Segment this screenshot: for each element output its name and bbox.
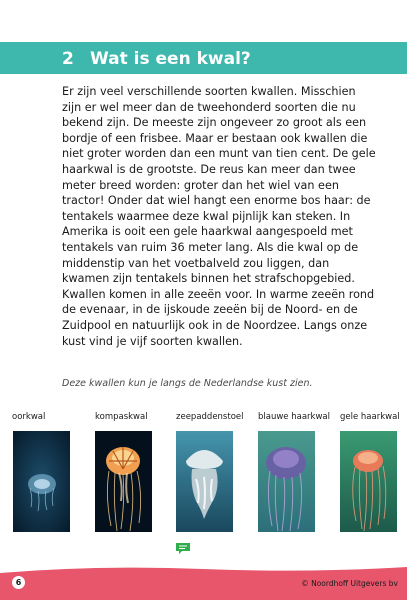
- copyright: © Noordhoff Uitgevers bv: [301, 579, 398, 588]
- chapter-number: 2: [62, 49, 74, 69]
- chat-icon[interactable]: [175, 540, 191, 553]
- body-text: [62, 84, 378, 349]
- label-blauwe-haarkwal: blauwe haarkwal: [258, 412, 330, 422]
- photo-kompaskwal: [95, 431, 152, 532]
- paragraph-1: Er zijn veel verschillende soorten kwallen. Misschien zijn er wel meer dan de tweehonderd soorten die nu bekend zijn. De meeste zijn ongeveer zo groot als een bordje of een frisbee. Maar er bestaan ook kwallen die niet groter worden dan een munt van tien cent. De gele haarkwal is de grootste. De reus kan meer dan twee meter breed worden: groter dan het wiel van een tractor! Onder dat wiel hangt een enorme bos haar: de tentakels waarmee deze kwal pijnlijk kan steken. In Amerika is ooit een gele haarkwal aangespoeld met tentakels van ruim 36 meter lang. Als die kwal op de middenstip van het voetbalveld zou liggen, dan kwamen zijn tentakels binnen het strafschopgebied.: [62, 85, 376, 286]
- photo-gele-haarkwal: [340, 431, 397, 532]
- label-kompaskwal: kompaskwal: [95, 412, 148, 422]
- label-zeepaddenstoel: zeepaddenstoel: [176, 412, 244, 422]
- page-title: Wat is een kwal?: [90, 49, 251, 69]
- label-gele-haarkwal: gele haarkwal: [340, 412, 400, 422]
- label-oorkwal: oorkwal: [12, 412, 46, 422]
- paragraph-2: Kwallen komen in alle zeeën voor. In warme zeeën rond de evenaar, in de ijskoude zeeën bij de Noord- en de Zuidpool en natuurlijk ook in de Noordzee. Langs onze kust vind je vijf soorten kwallen.: [62, 287, 375, 348]
- page-number: 6: [12, 576, 25, 589]
- photo-oorkwal: [13, 431, 70, 532]
- photo-blauwe-haarkwal: [258, 431, 315, 532]
- photo-zeepaddenstoel: [176, 431, 233, 532]
- photo-caption: Deze kwallen kun je langs de Nederlandse kust zien.: [62, 378, 313, 389]
